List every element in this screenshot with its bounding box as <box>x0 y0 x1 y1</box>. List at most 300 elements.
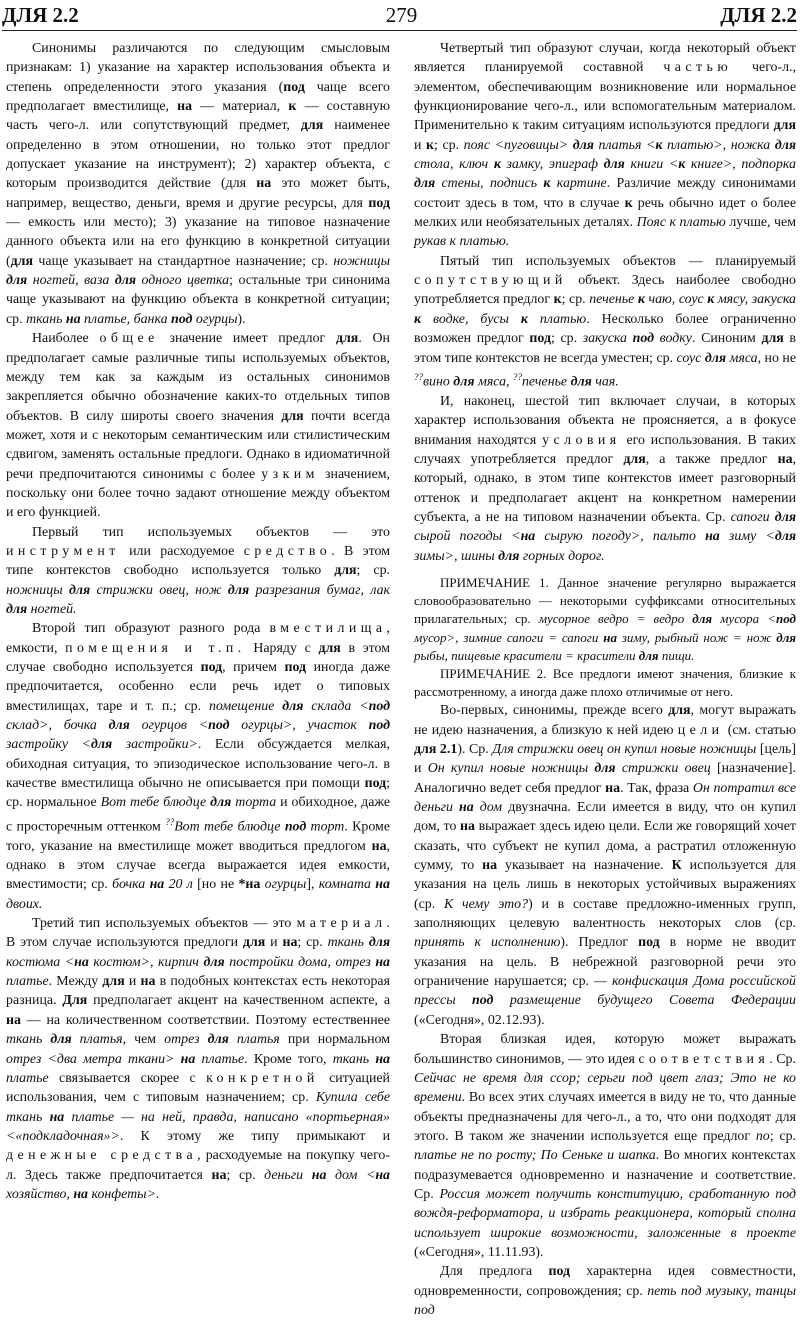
text-run: для <box>90 737 113 753</box>
text-run: , но не <box>757 350 796 366</box>
text-run: цели <box>677 722 724 738</box>
text-run: это может быть, например, вещество, деньги, время и другие ресурсы, для <box>6 176 390 211</box>
text-run: , емкости, <box>6 621 390 656</box>
text-run: ; ср. <box>561 292 590 308</box>
text-run: для <box>227 582 250 598</box>
text-run: платье <box>6 974 49 990</box>
text-run: для <box>761 331 784 347</box>
text-run: в этом типе контекстов не всегда уместен; ср. <box>414 331 796 366</box>
text-run: принять к исполнению <box>414 935 561 951</box>
text-run: костюма < <box>6 954 75 970</box>
text-run: соответствия <box>638 1051 770 1067</box>
text-run: на <box>520 529 536 545</box>
text-run: торта <box>231 795 277 811</box>
text-run: . Во многих контекстах подразумевается одновременно и назначение и соответствие. Ср. <box>414 1148 796 1202</box>
text-run: стрижки овец <box>615 761 711 777</box>
text-run: мясу, закуска <box>714 292 797 308</box>
text-run: зимы>, шины <box>414 548 499 564</box>
text-run: Второй тип образуют разного рода <box>32 621 270 637</box>
text-run: иногда даже предпочитается, особенно если речь идет о типовых вместилищах, таре и т. п.; ср. <box>6 660 390 714</box>
text-run: под <box>284 660 307 675</box>
text-run: ножницы <box>333 253 390 269</box>
text-run: К <box>671 858 682 874</box>
text-run: мяса, <box>474 374 513 390</box>
text-run: огурцы <box>192 311 238 327</box>
text-run: на <box>460 819 475 835</box>
text-run: материал <box>296 916 387 932</box>
text-run: для <box>10 253 33 269</box>
text-run: под <box>368 718 391 734</box>
text-run: картине <box>550 176 607 192</box>
text-run: стола, ключ <box>414 157 494 173</box>
text-run: для <box>102 974 125 990</box>
text-run: отрез <два метра ткани> <box>6 1051 181 1067</box>
text-run: на <box>705 529 720 545</box>
text-run: для <box>300 118 324 134</box>
text-run: . Несколько более ограниченно возможен предлог <box>414 311 796 347</box>
text-run: ) и в составе предложно-именных групп, заполняющих целевую валентность некоторых слов (ср. <box>414 896 796 932</box>
text-run: — составную часть чего-л. или сопутствующий предмет, <box>6 99 390 134</box>
text-run: для <box>242 935 266 951</box>
text-run: [цель] и <box>414 742 796 777</box>
text-run: . Во всех этих случаях имеется в виду не то, что данные объекты предназначены для чего-л., а то, что они подходят для этого. В таком же значении используется еще предлог <box>414 1090 796 1144</box>
text-run: к <box>678 157 686 173</box>
text-run: на <box>49 1109 65 1125</box>
text-run: Для предлога <box>440 1264 549 1280</box>
right-paragraph <box>414 39 796 252</box>
text-run: на <box>375 1051 390 1067</box>
text-run: чая. <box>591 374 619 390</box>
text-run: . Между <box>48 974 103 990</box>
text-run: для <box>668 703 691 719</box>
text-run: на <box>149 877 165 893</box>
text-run: на <box>65 311 81 327</box>
text-run: , расходуемые на покупку чего-л. Здесь также предпочитается <box>6 1148 390 1183</box>
text-run: для <box>318 640 341 656</box>
text-run: для <box>570 374 592 390</box>
text-run: к <box>707 292 715 308</box>
text-run: платье, банка <box>80 311 172 327</box>
right-paragraph <box>414 574 796 665</box>
text-run: указывает на назначение. <box>497 858 672 874</box>
text-run: конкретной <box>206 1070 319 1086</box>
text-run: к <box>543 176 551 192</box>
text-run: Во-первых, синонимы, прежде всего <box>440 703 669 719</box>
text-run: на <box>6 1012 21 1028</box>
text-run: мусорное ведро = ведро <box>538 611 693 627</box>
text-run: общее <box>99 331 159 347</box>
text-run: платье <box>195 1051 245 1067</box>
text-run: к <box>520 311 528 327</box>
text-run: пояс <пуговицы> <box>463 137 573 153</box>
page-number: 279 <box>385 3 418 27</box>
text-run: для <box>773 118 796 134</box>
text-run: инструмент <box>6 543 120 559</box>
text-run: к <box>624 195 633 211</box>
text-run: . В этом случае используются предлоги <box>6 916 390 951</box>
text-run: в этом случае свободно используется <box>6 640 391 675</box>
text-run: для <box>774 529 796 545</box>
text-run: средство <box>243 543 332 559</box>
text-run: на <box>777 451 793 467</box>
text-run: чего-л., элементом, обеспечивающим возникновение или нормальное функционирование чего-л., или вспомогательным материалом. Применительно к таким ситуациям используются предлоги <box>414 60 796 134</box>
text-run: под <box>368 698 390 714</box>
text-run: значением, поскольку они более точно задают отношение между объектом и его функцией. <box>6 466 390 521</box>
text-run: на <box>375 1167 390 1183</box>
text-run: к <box>553 292 562 308</box>
text-run: [назначение]. Аналогично ведет себя предлог <box>414 761 796 796</box>
text-run: склада < <box>303 698 369 714</box>
text-run: книги < <box>624 157 679 173</box>
text-run: почти всегда может, хотя и с некоторым семантическим или стилистическим сдвигом, заменять остальные предлоги. Однако в идиоматичной речи предпочитаются синонимы с более <box>6 408 391 482</box>
text-run: *на <box>238 877 261 893</box>
text-run: ногтей. <box>27 601 77 617</box>
left-paragraph <box>6 39 390 329</box>
right-paragraph <box>414 701 796 1030</box>
text-run: в подобных контекстах есть некоторая разница. <box>6 974 390 1009</box>
text-run: хозяйство, <box>6 1186 74 1202</box>
text-run: зиму, рыбный нож = нож <box>616 629 777 645</box>
text-run: платью>, ножка <box>662 137 775 153</box>
right-paragraph <box>414 252 796 392</box>
text-run: к <box>426 137 435 153</box>
text-run: на <box>211 1167 227 1183</box>
text-run: двузначна. Если имеется в виду, что он купил дом, то <box>414 800 797 835</box>
text-run: на <box>375 877 390 893</box>
text-run: к <box>655 137 663 153</box>
text-run: лучше, чем <box>725 215 796 231</box>
text-run: ; ср. <box>550 331 583 347</box>
text-run: горных дорог. <box>519 548 605 564</box>
text-run: Наряду с <box>245 640 319 656</box>
text-run: . Так, фраза <box>620 780 693 796</box>
text-run: комната <box>318 877 376 893</box>
text-run: для <box>692 611 713 627</box>
text-run: для <box>774 509 796 525</box>
text-run: Сейчас не время для ссор; серьги под цвет глаз; Это не ко времени <box>414 1070 796 1106</box>
text-run: на <box>73 1186 89 1202</box>
text-run: , могут выражать не идею назначения, а близкую к ней идею <box>414 703 796 738</box>
text-run: или расходуемое <box>119 543 244 559</box>
text-run: на <box>375 954 391 970</box>
text-run: для <box>638 647 659 663</box>
text-run: Вторая близкая идея, которую может выражать большинство синонимов, — это идея <box>414 1032 796 1067</box>
text-run: под <box>171 311 193 327</box>
text-run: на <box>603 629 617 645</box>
text-run: [но не <box>192 877 239 893</box>
text-run: для <box>203 954 225 970</box>
text-run: для <box>594 761 616 777</box>
text-run: для <box>498 548 520 564</box>
text-run: к <box>493 157 501 173</box>
text-run: платью <box>527 311 587 327</box>
text-run: . Если обсуждается мелкая, обиходная ситуация, то эпизодическое использование чего-л. в качестве вместилища обычно не описывается при помощи <box>6 737 390 792</box>
text-run: склад>, бочка <box>6 718 109 734</box>
text-run: под <box>364 776 387 792</box>
text-run: одного цветка <box>136 273 230 289</box>
text-run: дом < <box>326 1167 376 1183</box>
text-run: стрижки овец, нож <box>90 582 228 598</box>
left-paragraph <box>6 329 390 522</box>
text-run: мусора < <box>712 611 776 627</box>
text-run: частью <box>663 60 733 76</box>
text-run: . Ср. <box>769 1051 796 1067</box>
text-run: в норме не вводит указания на цель. В небрежной разговорной речи это ограничение нарушается; ср. <box>414 935 796 990</box>
text-run: , причем <box>222 660 285 675</box>
text-run: печенье <box>589 292 638 308</box>
text-run: на <box>311 1167 327 1183</box>
right-paragraph <box>414 392 796 566</box>
text-run: под <box>368 195 390 211</box>
text-run: , который, однако, в этом типе контекстов имеет разговорный оттенок и предполагает акцент на конкретном намерении субъекта, а не на типовом назначении объекта. Ср. <box>414 451 796 525</box>
text-run: . Различие между синонимами состоит здесь в том, что в случае <box>414 176 796 211</box>
running-head-left: ДЛЯ 2.2 <box>2 3 79 27</box>
text-run: постройки дома, отрез <box>224 954 376 970</box>
text-run: зиму < <box>719 529 775 545</box>
text-run: при нормальном <box>279 1032 390 1048</box>
left-paragraph <box>6 619 390 914</box>
text-run: для <box>453 374 475 390</box>
text-run: Вот тебе блюдце <box>174 819 285 835</box>
text-run: ткань <box>6 1032 51 1048</box>
text-run: конфеты>. <box>88 1186 160 1202</box>
text-run: платья <box>71 1032 123 1048</box>
text-run: для <box>6 601 28 617</box>
text-run: ?? <box>165 816 175 827</box>
text-run: водке, бусы <box>421 311 521 327</box>
text-run: ). Предлог <box>560 935 639 951</box>
text-run: двоих. <box>6 896 43 912</box>
text-run: мяса <box>726 350 758 366</box>
text-run: («Сегодня», 02.12.93). <box>414 1012 545 1028</box>
text-run: для <box>623 451 646 467</box>
text-run: соус <box>676 350 705 366</box>
text-run: . Кроме того, указание на вместилище может вводиться предлогом <box>6 819 391 854</box>
right-column <box>414 39 797 1318</box>
text-run: застройку < <box>6 737 91 753</box>
text-run: Купила себе ткань <box>6 1090 390 1125</box>
text-run: вино <box>423 374 454 390</box>
text-run: для <box>414 176 436 192</box>
text-run: разрезания бумаг, лак <box>249 582 391 598</box>
text-run: отрез <box>164 1032 208 1048</box>
left-column <box>6 39 391 1202</box>
text-run: ). <box>237 311 246 327</box>
text-run: вместилища <box>269 621 387 637</box>
text-run: Пятый тип используемых объектов — планируемый <box>440 253 796 269</box>
text-run: сырой погоды < <box>414 529 521 545</box>
text-run: ; остальные три синонима чаще указывают на функцию объекта в конкретной ситуации; ср. <box>6 273 390 327</box>
text-run: деньги <box>264 1167 312 1183</box>
text-run: для <box>50 1032 72 1048</box>
text-run: ПРИМЕЧАНИЕ 2. Все предлоги имеют значения, близкие к рассмотренному, а иногда даже плохо отличимые от него. <box>414 665 796 700</box>
text-run: чаю, соус <box>644 292 708 308</box>
text-run: ножницы <box>6 582 69 598</box>
text-run: для <box>207 1032 229 1048</box>
text-run: для <box>776 629 797 645</box>
text-run: для <box>68 582 91 598</box>
text-run: ; ср. <box>434 137 464 153</box>
text-run: ], <box>306 877 319 893</box>
text-run: торт <box>306 819 345 835</box>
text-run: для <box>334 563 357 579</box>
text-run: мусор>, зимние сапоги = сапоги <box>414 629 604 645</box>
text-run: и <box>414 137 427 153</box>
text-run: для <box>368 935 390 951</box>
text-run: ?? <box>414 371 423 382</box>
text-run: платья < <box>593 137 656 153</box>
text-run: на <box>256 176 272 192</box>
text-run: по <box>755 1128 770 1144</box>
text-run: под <box>632 331 655 347</box>
text-run: чаще указывает на стандартное назначение; ср. <box>32 253 334 269</box>
text-run: ткань <box>332 1051 376 1067</box>
header-rule <box>2 30 797 31</box>
text-run: для <box>774 137 797 153</box>
text-run: , чем <box>122 1032 165 1048</box>
text-run: ; ср. <box>297 935 328 951</box>
text-run: огурцы>, участок <box>229 718 369 734</box>
text-run: для <box>335 331 359 347</box>
text-run: под <box>529 331 551 347</box>
text-run: Он купил новые ножницы <box>427 761 595 777</box>
text-run: для 2.1 <box>414 742 458 758</box>
text-run: стены, подпись <box>435 176 544 192</box>
text-run: значение имеет предлог <box>158 331 336 347</box>
text-run: условия <box>542 432 621 448</box>
text-run: под <box>284 819 307 835</box>
text-run: под <box>200 660 223 675</box>
text-run: под <box>208 718 230 734</box>
text-run: платье не по росту; По Сеньке и шапка <box>414 1148 656 1164</box>
text-run: — материал, <box>192 99 289 115</box>
text-run: . Он предполагает самые различные типы используемых объектов, между тем как за каждым из остальных синонимов закрепляется обычно обозначение каких-то отдельных типов объектов. В силу широты своего значения <box>6 331 390 424</box>
text-run: ). Ср. <box>457 742 493 758</box>
text-run: на <box>180 1051 196 1067</box>
text-run: и обиходное, даже с просторечным оттенком <box>6 795 390 835</box>
text-run: Третий тип используемых объектов — это <box>32 916 297 932</box>
left-paragraph <box>6 914 390 1204</box>
text-run: сапоги <box>730 509 775 525</box>
text-run: денежные средства <box>6 1148 198 1164</box>
text-run: (см. статью <box>723 722 796 738</box>
text-run: закуска <box>582 331 633 347</box>
page-header <box>0 0 803 30</box>
text-run: к <box>288 99 297 115</box>
text-run: Пояс к платью <box>636 215 726 231</box>
text-run: под <box>638 935 660 951</box>
text-run: и <box>124 974 141 990</box>
text-run: к <box>637 292 645 308</box>
text-run: на <box>177 99 193 115</box>
text-run: объект. Здесь наиболее свободно употребляется предлог <box>414 273 796 308</box>
text-run: бочка <box>112 877 150 893</box>
text-run: Синонимы различаются по следующим смысловым признакам: 1) указание на характер использования объекта и степень определенности этого указания ( <box>6 41 390 95</box>
text-run: связывается скорее с <box>48 1070 207 1086</box>
text-run: дом <box>473 800 503 816</box>
text-run: ; ср. <box>226 1167 265 1183</box>
right-paragraph <box>414 665 796 701</box>
text-run: . Синоним <box>691 331 762 347</box>
text-run: К чему это? <box>443 896 529 912</box>
text-run: выражает здесь идею цели. Если же говорящий хочет сказать, что субъект не купил дома, а растратил отложенную сумму, то <box>414 819 796 874</box>
text-run: И, наконец, шестой тип включает случаи, в которых характер использования объекта не проясняется, а в фокусе внимания находятся <box>414 393 796 448</box>
text-run: книге>, подпорка <box>685 157 796 173</box>
running-head-right: ДЛЯ 2.2 <box>720 3 797 27</box>
text-run: и <box>265 935 283 951</box>
text-run: Вот тебе блюдце <box>100 795 211 811</box>
text-run: Россия может получить конституцию, сработанную под вождя-реформатора, и избрать реакционера, который сполна использует широкие возможности, заложенные в проекте <box>414 1186 796 1241</box>
text-run: для <box>603 157 625 173</box>
text-run: — емкость или место); 3) указание на типовое назначение данного объекта или на его функцию в конкретной ситуации ( <box>6 215 390 269</box>
text-run: на <box>140 974 156 990</box>
text-run: Для <box>62 993 88 1009</box>
text-run: сырую погоду>, пальто <box>535 529 706 545</box>
text-run: характерна идея совместности, одновременности, сопровождения; ср. <box>414 1264 796 1299</box>
text-run: водку <box>654 331 692 347</box>
text-run: предполагает акцент на качественном аспекте, а <box>87 993 390 1009</box>
text-run: ; ср. нормальное <box>6 776 390 811</box>
text-run: ногтей, ваза <box>27 273 115 289</box>
text-run: наименее определенно в этом отношении, но только этот предлог допускает указание на инструмент); 2) характер объекта, с которым производится действие (для <box>6 118 390 192</box>
text-run: для <box>210 795 232 811</box>
text-run: узким <box>261 466 319 482</box>
text-run: помещение <box>208 698 283 714</box>
text-run: . В этом типе контекстов свободно используется только <box>6 543 390 579</box>
text-run: рыбы, пищевые красители = красители <box>414 647 639 663</box>
text-run: рукав к платью. <box>414 234 510 250</box>
text-run: пищи. <box>658 647 695 663</box>
text-run: ситуацией использования, чем с типовым назначением; ср. <box>6 1070 390 1106</box>
text-run: петь под музыку, танцы под <box>414 1283 796 1318</box>
text-run: на <box>482 858 498 874</box>
text-run: ткань <box>26 311 66 327</box>
text-run: ПРИМЕЧАНИЕ 1. Данное значение регулярно выражается словообразовательно — некоторыми суффиксами относительных прилагательных; ср. <box>414 574 796 627</box>
section-gap <box>414 566 796 574</box>
text-run: для <box>572 137 594 153</box>
text-run: чаще всего предполагает вместилище, <box>6 79 391 115</box>
text-run: для <box>282 698 304 714</box>
text-run: огурцов < <box>129 718 209 734</box>
text-run: на <box>605 780 621 796</box>
text-run: печенье <box>521 374 571 390</box>
text-run: Четвертый тип образуют случаи, когда некоторый объект является планируемой составной <box>414 41 796 76</box>
text-run: — конфискация Дома российской прессы <box>414 974 796 1009</box>
text-run: Наиболее <box>32 331 100 347</box>
text-run: для <box>6 273 28 289</box>
text-run: помещения и т.п. <box>65 640 246 656</box>
text-run: («Сегодня», 11.11.93). <box>414 1244 544 1260</box>
text-run: застройки> <box>112 737 198 753</box>
text-run: на <box>459 800 474 816</box>
text-run: под <box>283 79 305 95</box>
text-run: используется для указания на цель лишь в некоторых устойчивых выражениях (ср. <box>414 858 796 912</box>
text-run: костюм>, кирпич <box>88 954 204 970</box>
text-run: под <box>548 1264 571 1280</box>
left-paragraph <box>6 523 390 620</box>
text-run: сопутствующий <box>414 273 567 289</box>
text-run: на <box>74 954 89 970</box>
text-run: под <box>472 993 494 1009</box>
text-run: платья <box>228 1032 280 1048</box>
text-run: ; ср. <box>769 1128 796 1144</box>
text-run: для <box>108 718 130 734</box>
text-run: для <box>704 350 727 366</box>
text-run: к <box>414 311 422 327</box>
text-run: огурцы <box>260 877 307 893</box>
text-run: на <box>282 935 298 951</box>
text-run: для <box>114 273 137 289</box>
